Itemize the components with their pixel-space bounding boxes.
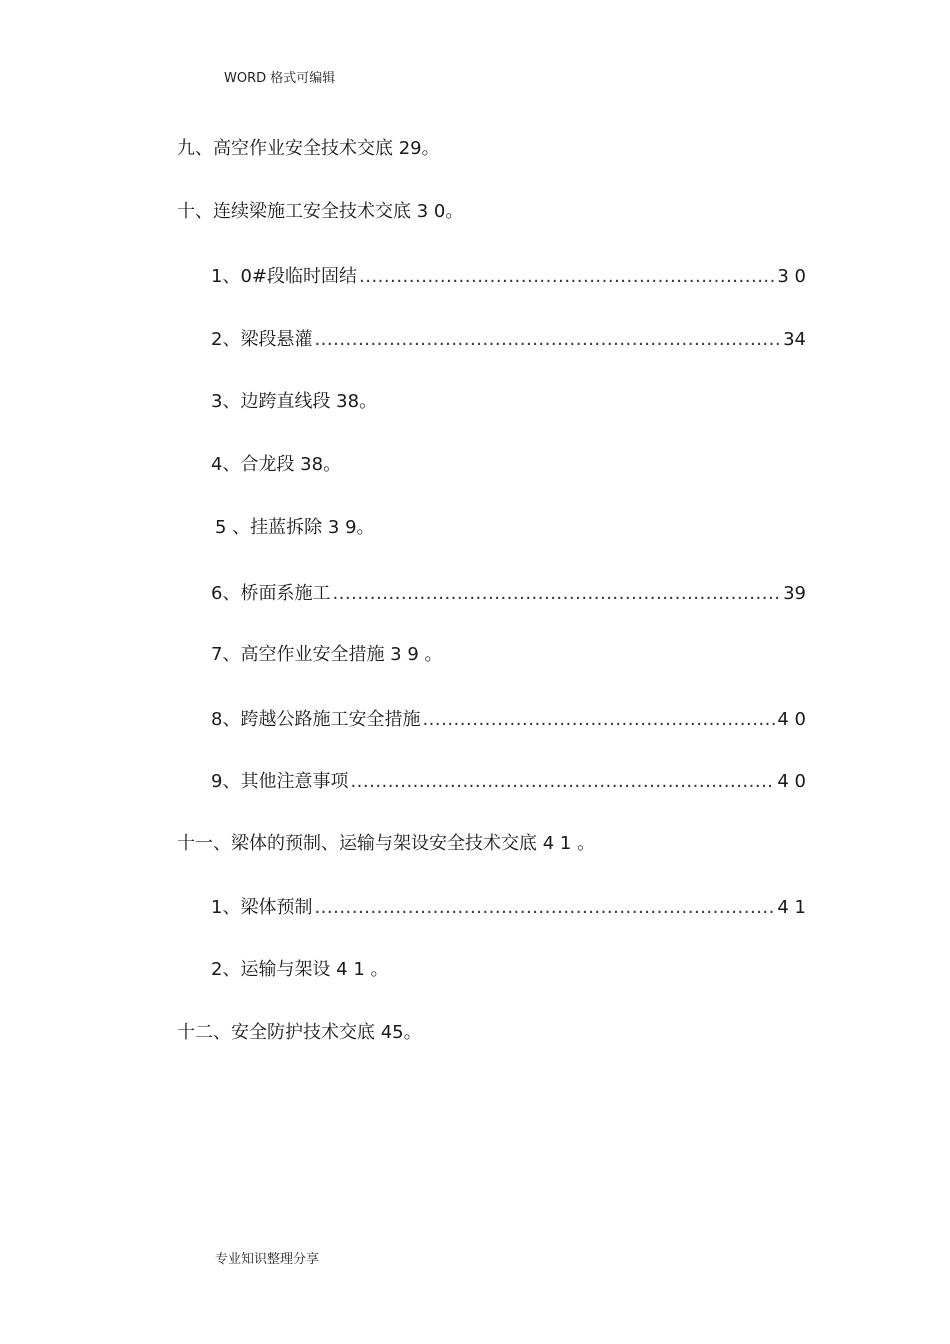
toc-entry[interactable]: 4、合龙段 38。: [211, 454, 342, 475]
toc-entry[interactable]: 3、边跨直线段 38。: [211, 391, 378, 412]
toc-entry[interactable]: 十、连续梁施工安全技术交底 3 0。: [177, 201, 464, 222]
page-header: WORD 格式可编辑: [224, 71, 336, 86]
toc-page-number: 34: [783, 329, 806, 350]
toc-page-number: 39: [783, 583, 806, 604]
toc-dot-leader: [314, 328, 781, 352]
toc-dot-leader: [314, 896, 775, 920]
page-footer: 专业知识整理分享: [215, 1252, 320, 1267]
toc-page-number: 4 1: [777, 897, 806, 918]
toc-entry[interactable]: 7、高空作业安全措施 3 9 。: [211, 644, 443, 665]
toc-entry[interactable]: [211, 896, 806, 920]
toc-page-number: 4 0: [777, 709, 806, 730]
toc-entry-label: 1、0#段临时固结: [211, 266, 357, 287]
toc-page-number: 4 0: [777, 771, 806, 792]
toc-dot-leader: [359, 265, 775, 289]
toc-entry-label: 9、其他注意事项: [211, 771, 349, 792]
toc-entry[interactable]: 九、高空作业安全技术交底 29。: [177, 138, 440, 159]
toc-entry-label: 8、跨越公路施工安全措施: [211, 709, 421, 730]
toc-entry[interactable]: [211, 708, 806, 732]
toc-entry[interactable]: [211, 770, 806, 794]
toc-entry[interactable]: [211, 328, 806, 352]
toc-entry[interactable]: 十二、安全防护技术交底 45。: [177, 1022, 422, 1043]
toc-entry-label: 6、桥面系施工: [211, 583, 331, 604]
toc-dot-leader: [350, 770, 775, 794]
toc-entry[interactable]: [211, 265, 806, 289]
toc-page-number: 3 0: [777, 266, 806, 287]
toc-entry[interactable]: 十一、梁体的预制、运输与架设安全技术交底 4 1 。: [177, 833, 596, 854]
toc-entry[interactable]: 2、运输与架设 4 1 。: [211, 959, 389, 980]
toc-entry-label: 2、梁段悬灌: [211, 329, 313, 350]
toc-entry-label: 1、梁体预制: [211, 897, 313, 918]
toc-dot-leader: [422, 708, 775, 732]
toc-entry[interactable]: [211, 582, 806, 606]
toc-entry[interactable]: 5 、挂蓝拆除 3 9。: [215, 517, 375, 538]
toc-dot-leader: [332, 582, 781, 606]
